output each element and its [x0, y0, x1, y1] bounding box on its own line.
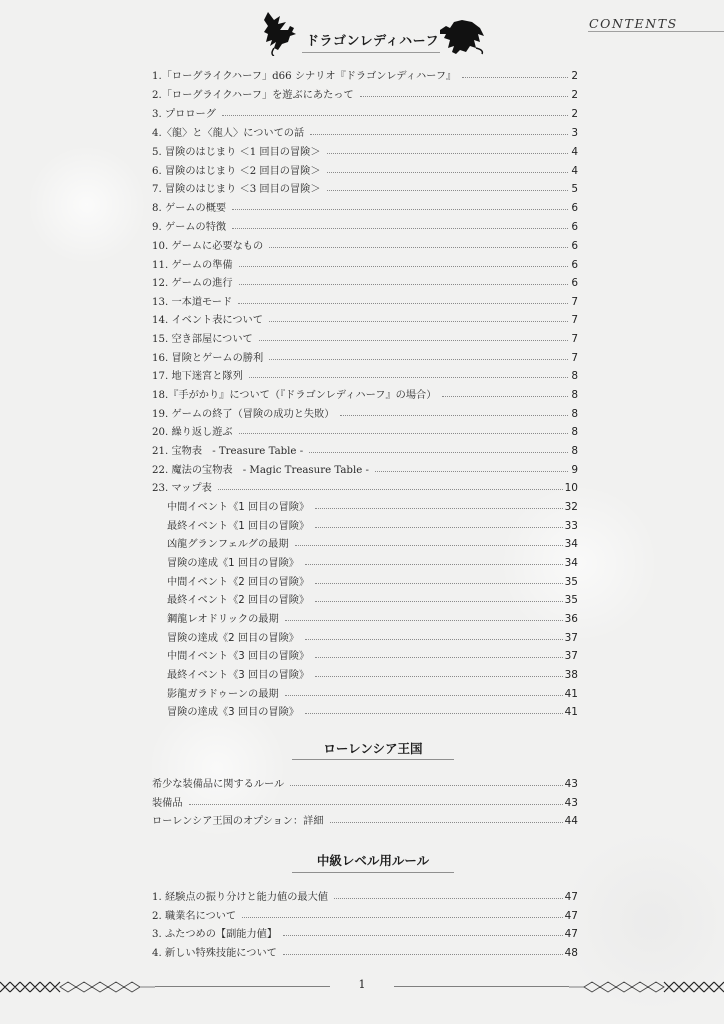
toc-entry-label: 3. プロローグ: [152, 109, 216, 120]
toc-entry-page: 43: [564, 797, 578, 809]
toc-entry-page: 43: [564, 778, 578, 790]
toc-entry[interactable]: [152, 439, 578, 457]
toc-entry-page: 6: [571, 240, 578, 252]
toc-entry-label: 23. マップ表: [152, 483, 212, 494]
toc-subentry[interactable]: [167, 644, 578, 662]
toc-entry-page: 41: [564, 706, 578, 718]
toc-entry[interactable]: [152, 177, 578, 195]
toc-entry[interactable]: [152, 476, 578, 494]
leader-dots: [305, 563, 563, 565]
toc-entry-label: 22. 魔法の宝物表 - Magic Treasure Table -: [152, 465, 369, 476]
toc-entry[interactable]: [152, 83, 578, 101]
toc-subentry[interactable]: [167, 626, 578, 644]
leader-dots: [305, 712, 563, 714]
toc-entry-page: 6: [571, 202, 578, 214]
leader-dots: [249, 376, 568, 378]
leader-dots: [305, 638, 563, 640]
toc-entry-page: 5: [571, 183, 578, 195]
ornament-left-icon: [0, 976, 155, 998]
toc-subentry[interactable]: [167, 700, 578, 718]
toc-entry-page: 8: [571, 370, 578, 382]
toc-entry-page: 6: [571, 277, 578, 289]
leader-dots: [285, 619, 563, 621]
leader-dots: [222, 114, 568, 116]
toc-entry-label: 7. 冒険のはじまり ＜3 回目の冒険＞: [152, 184, 321, 195]
leader-dots: [269, 320, 568, 322]
toc-entry-label: 4. 新しい特殊技能について: [152, 948, 277, 959]
leader-dots: [239, 432, 568, 434]
toc-entry-page: 7: [571, 314, 578, 326]
leader-dots: [295, 544, 563, 546]
toc-entry-label: 13. 一本道モード: [152, 297, 233, 308]
toc-entry[interactable]: [152, 791, 578, 809]
toc-entry-page: 8: [571, 445, 578, 457]
toc-entry-label: 2. 職業名について: [152, 911, 237, 922]
leader-dots: [269, 358, 568, 360]
leader-dots: [239, 283, 568, 285]
toc-entry[interactable]: [152, 346, 578, 364]
section-heading-laurencia: ローレンシア王国: [323, 741, 423, 756]
toc-entry-page: 2: [571, 89, 578, 101]
leader-dots: [315, 675, 562, 677]
leader-dots: [315, 526, 562, 528]
toc-entry-page: 41: [564, 688, 578, 700]
toc-entry-label: 1.「ローグライクハーフ」d66 シナリオ『ドラゴンレディハーフ』: [152, 71, 457, 82]
leader-dots: [309, 451, 568, 453]
leader-dots: [238, 302, 568, 304]
toc-entry-label: 12. ゲームの進行: [152, 278, 233, 289]
leader-dots: [242, 916, 563, 918]
leader-dots: [283, 934, 563, 936]
toc-entry-page: 6: [571, 221, 578, 233]
toc-entry[interactable]: [152, 809, 578, 827]
toc-entry[interactable]: [152, 772, 578, 790]
leader-dots: [310, 133, 568, 135]
toc-entry-label: 18.『手がかり』について（『ドラゴンレディハーフ』の場合）: [152, 390, 437, 401]
footer-rule-left: [155, 986, 330, 987]
toc-entry-page: 35: [564, 576, 578, 588]
toc-entry-page: 7: [571, 352, 578, 364]
dragon-right-icon: [436, 18, 486, 56]
toc-entry[interactable]: [152, 271, 578, 289]
toc-entry-label: 中間イベント《1 回目の冒険》: [167, 502, 310, 513]
toc-entry-label: 希少な装備品に関するルール: [152, 779, 285, 790]
toc-entry[interactable]: [152, 64, 578, 82]
toc-subentry[interactable]: [167, 663, 578, 681]
toc-entry[interactable]: [152, 402, 578, 420]
toc-entry-label: 8. ゲームの概要: [152, 203, 227, 214]
toc-entry-label: 鋼龍レオドリックの最期: [167, 614, 279, 625]
toc-entry-label: 装備品: [152, 798, 183, 809]
toc-entry-label: 17. 地下迷宮と隊列: [152, 371, 243, 382]
toc-entry-page: 6: [571, 259, 578, 271]
leader-dots: [360, 95, 568, 97]
toc-entry-label: 最終イベント《2 回目の冒険》: [167, 595, 310, 606]
toc-subentry[interactable]: [167, 495, 578, 513]
leader-dots: [259, 339, 568, 341]
leader-dots: [340, 414, 568, 416]
toc-entry-label: 20. 繰り返し遊ぶ: [152, 427, 233, 438]
book-title-banner: [258, 8, 488, 60]
toc-entry-label: 21. 宝物表 - Treasure Table -: [152, 446, 304, 457]
toc-entry[interactable]: [152, 140, 578, 158]
leader-dots: [442, 395, 568, 397]
title-underline: [302, 52, 440, 53]
toc-subentry[interactable]: [167, 532, 578, 550]
toc-entry-label: 6. 冒険のはじまり ＜2 回目の冒険＞: [152, 166, 321, 177]
book-title: ドラゴンレディハーフ: [306, 34, 439, 49]
toc-entry-page: 35: [564, 594, 578, 606]
toc-entry-label: 影龍ガラドゥーンの最期: [167, 689, 279, 700]
ornament-right-icon: [569, 976, 724, 998]
toc-subentry[interactable]: [167, 514, 578, 532]
toc-entry-page: 36: [564, 613, 578, 625]
toc-entry[interactable]: [152, 159, 578, 177]
dragon-left-icon: [260, 10, 302, 56]
toc-entry-page: 38: [564, 669, 578, 681]
toc-entry-page: 8: [571, 426, 578, 438]
toc-entry-page: 32: [564, 501, 578, 513]
toc-entry[interactable]: [152, 121, 578, 139]
toc-entry[interactable]: [152, 215, 578, 233]
contents-label: CONTENTS: [589, 16, 678, 31]
leader-dots: [334, 897, 563, 899]
toc-entry-label: 最終イベント《3 回目の冒険》: [167, 670, 310, 681]
toc-entry-label: 19. ゲームの終了（冒険の成功と失敗）: [152, 409, 335, 420]
toc-entry[interactable]: [152, 290, 578, 308]
toc-entry-label: 11. ゲームの準備: [152, 260, 233, 271]
toc-entry[interactable]: [152, 308, 578, 326]
toc-entry-label: 冒険の達成《3 回目の冒険》: [167, 707, 299, 718]
leader-dots: [330, 821, 563, 823]
leader-dots: [327, 171, 568, 173]
leader-dots: [189, 803, 563, 805]
toc-entry-page: 8: [571, 408, 578, 420]
toc-entry-label: 14. イベント表について: [152, 315, 263, 326]
toc-entry-page: 47: [564, 928, 578, 940]
leader-dots: [290, 784, 562, 786]
toc-entry-label: 4.〈龍〉と〈龍人〉についての話: [152, 128, 305, 139]
toc-entry-page: 2: [571, 70, 578, 82]
toc-entry-label: 3. ふたつめの【副能力値】: [152, 929, 278, 940]
toc-entry-page: 47: [564, 910, 578, 922]
toc-entry-page: 3: [571, 127, 578, 139]
toc-entry-label: 凶龍グランフェルグの最期: [167, 539, 289, 550]
toc-subentry[interactable]: [167, 682, 578, 700]
toc-entry-page: 4: [571, 146, 578, 158]
toc-entry[interactable]: [152, 904, 578, 922]
toc-entry-page: 10: [564, 482, 578, 494]
toc-entry-page: 2: [571, 108, 578, 120]
toc-entry-page: 34: [564, 557, 578, 569]
toc-entry-page: 37: [564, 632, 578, 644]
toc-subentry[interactable]: [167, 551, 578, 569]
toc-entry-page: 33: [564, 520, 578, 532]
toc-entry[interactable]: [152, 941, 578, 959]
toc-entry-page: 4: [571, 165, 578, 177]
toc-entry-label: 16. 冒険とゲームの勝利: [152, 353, 264, 364]
toc-subentry[interactable]: [167, 570, 578, 588]
leader-dots: [283, 953, 563, 955]
toc-entry-label: 1. 経験点の振り分けと能力値の最大値: [152, 892, 328, 903]
leader-dots: [285, 694, 563, 696]
leader-dots: [218, 488, 563, 490]
toc-entry[interactable]: [152, 327, 578, 345]
page-number: 1: [358, 978, 366, 991]
toc-entry-label: ローレンシア王国のオプション：詳細: [152, 816, 324, 827]
section-heading-intermediate-rules: 中級レベル用ルール: [316, 853, 430, 868]
toc-entry-label: 中間イベント《3 回目の冒険》: [167, 651, 310, 662]
toc-entry[interactable]: [152, 102, 578, 120]
toc-subentry[interactable]: [167, 607, 578, 625]
section-rule: [292, 759, 454, 760]
leader-dots: [269, 246, 568, 248]
leader-dots: [315, 600, 562, 602]
toc-entry-page: 47: [564, 891, 578, 903]
toc-entry[interactable]: [152, 885, 578, 903]
toc-entry[interactable]: [152, 364, 578, 382]
toc-entry-label: 冒険の達成《1 回目の冒険》: [167, 558, 299, 569]
leader-dots: [232, 227, 568, 229]
toc-entry-page: 7: [571, 296, 578, 308]
toc-entry[interactable]: [152, 253, 578, 271]
toc-entry[interactable]: [152, 383, 578, 401]
leader-dots: [239, 265, 568, 267]
toc-entry[interactable]: [152, 420, 578, 438]
toc-entry-label: 冒険の達成《2 回目の冒険》: [167, 633, 299, 644]
toc-entry-label: 10. ゲームに必要なもの: [152, 241, 264, 252]
toc-entry-label: 2.「ローグライクハーフ」を遊ぶにあたって: [152, 90, 354, 101]
leader-dots: [375, 470, 568, 472]
toc-entry[interactable]: [152, 922, 578, 940]
toc-entry[interactable]: [152, 234, 578, 252]
leader-dots: [327, 189, 568, 191]
toc-entry-page: 44: [564, 815, 578, 827]
toc-entry-page: 9: [571, 464, 578, 476]
leader-dots: [327, 152, 568, 154]
toc-entry-page: 34: [564, 538, 578, 550]
leader-dots: [315, 582, 562, 584]
footer-rule-right: [394, 986, 569, 987]
leader-dots: [315, 656, 562, 658]
toc-entry-label: 9. ゲームの特徴: [152, 222, 227, 233]
toc-entry-page: 37: [564, 650, 578, 662]
toc-entry[interactable]: [152, 458, 578, 476]
contents-underline: [588, 31, 724, 32]
leader-dots: [315, 507, 562, 509]
toc-subentry[interactable]: [167, 588, 578, 606]
leader-dots: [462, 76, 568, 78]
toc-entry[interactable]: [152, 196, 578, 214]
toc-entry-label: 最終イベント《1 回目の冒険》: [167, 521, 310, 532]
toc-entry-page: 48: [564, 947, 578, 959]
toc-entry-label: 中間イベント《2 回目の冒険》: [167, 577, 310, 588]
toc-entry-page: 7: [571, 333, 578, 345]
leader-dots: [232, 208, 568, 210]
toc-entry-page: 8: [571, 389, 578, 401]
section-rule: [292, 872, 454, 873]
toc-entry-label: 5. 冒険のはじまり ＜1 回目の冒険＞: [152, 147, 321, 158]
toc-entry-label: 15. 空き部屋について: [152, 334, 253, 345]
